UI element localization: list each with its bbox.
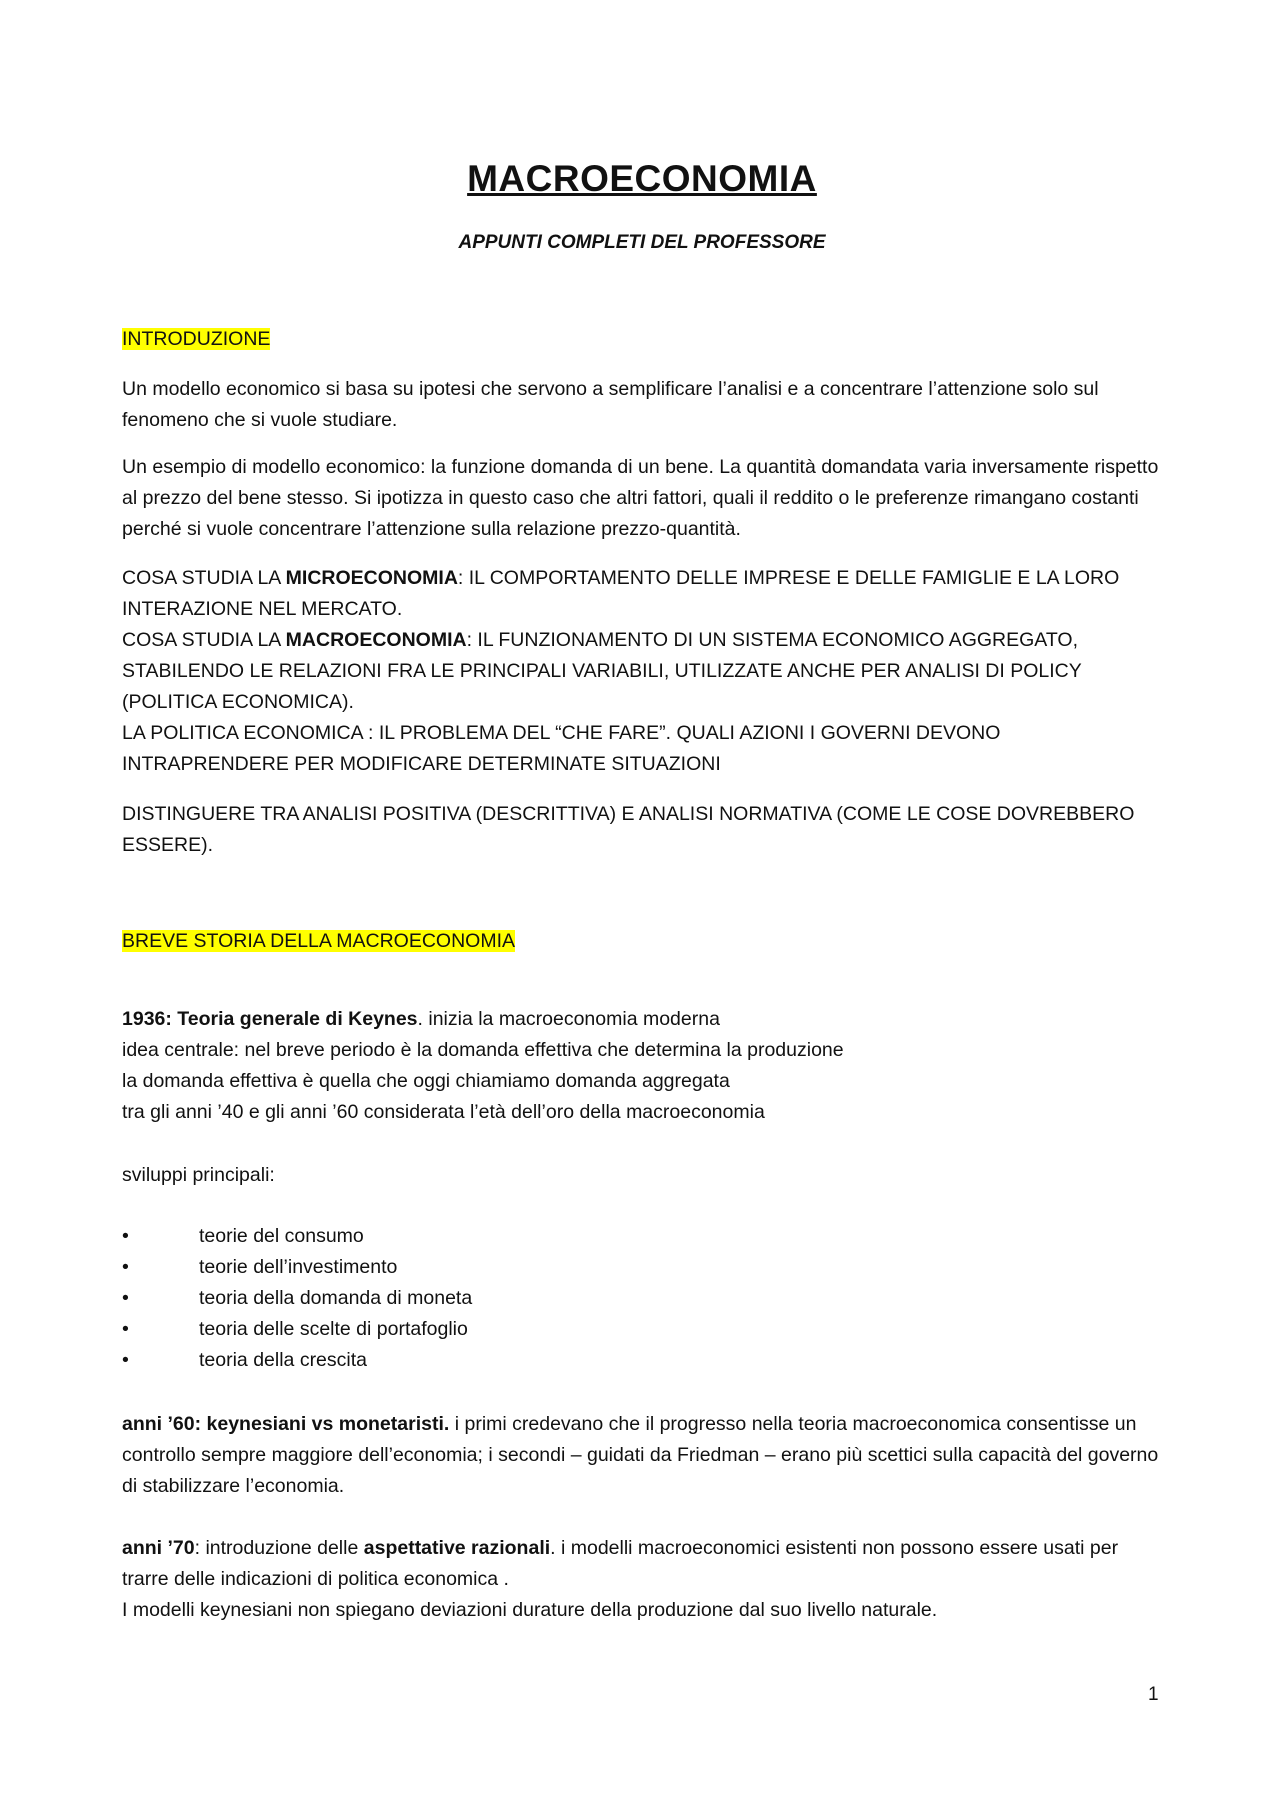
- seventies-term: aspettative razionali: [363, 1537, 551, 1559]
- bullet-icon: •: [122, 1225, 129, 1247]
- micro-prefix: COSA STUDIA LA: [122, 567, 286, 589]
- list-item: [122, 1283, 1162, 1314]
- list-item-text: teoria della crescita: [199, 1349, 367, 1371]
- list-item-text: teoria delle scelte di portafoglio: [199, 1318, 468, 1340]
- history-heading: [122, 927, 1162, 955]
- sixties-bold: anni ’60: keynesiani vs monetaristi.: [122, 1413, 450, 1435]
- list-item: [122, 1221, 1162, 1252]
- bullet-icon: •: [122, 1349, 129, 1371]
- list-item: [122, 1252, 1162, 1283]
- bullet-icon: •: [122, 1287, 129, 1309]
- list-item-text: teoria della domanda di moneta: [199, 1287, 473, 1309]
- list-item-text: teorie dell’investimento: [199, 1256, 398, 1278]
- microeconomics-definition: [122, 563, 1162, 625]
- micro-term: MICROECONOMIA: [285, 567, 458, 589]
- list-item: [122, 1345, 1162, 1376]
- seventies-line: [122, 1533, 1162, 1595]
- seventies-bold: anni ’70: [122, 1537, 195, 1559]
- intro-definitions: [122, 563, 1162, 780]
- document-title: MACROECONOMIA: [467, 158, 817, 199]
- intro-heading: [122, 325, 1162, 353]
- keynes-section: [122, 1004, 1162, 1128]
- bullet-icon: •: [122, 1318, 129, 1340]
- sixties-paragraph: [122, 1409, 1162, 1502]
- list-item: [122, 1314, 1162, 1345]
- intro-paragraph-2: Un esempio di modello economico: la funzione domanda di un bene. La quantità domandata varia inversamente rispetto al prezzo del bene stesso. Si ipotizza in questo caso che altri fattori, quali il reddito o le preferenze rimangano costanti perché si vuole concentrare l’attenzione sulla relazione prezzo-quantità.: [122, 456, 1159, 540]
- history-line-4: tra gli anni ’40 e gli anni ’60 considerata l’età dell’oro della macroeconomia: [122, 1101, 765, 1123]
- developments-list: [122, 1221, 1162, 1376]
- seventies-rest: . i modelli macroeconomici esistenti non possono essere usati per trarre delle indicazioni di politica economica .: [122, 1537, 1119, 1590]
- developments-list-wrap: [122, 1221, 1162, 1376]
- policy-definition: LA POLITICA ECONOMICA : IL PROBLEMA DEL “CHE FARE”. QUALI AZIONI I GOVERNI DEVONO INTRAPRENDERE PER MODIFICARE DETERMINATE SITUAZIONI: [122, 722, 1001, 775]
- macroeconomics-definition: [122, 625, 1162, 718]
- macro-rest: : IL FUNZIONAMENTO DI UN SISTEMA ECONOMICO AGGREGATO, STABILENDO LE RELAZIONI FRA LE PRINCIPALI VARIABILI, UTILIZZATE ANCHE PER ANALISI DI POLICY (POLITICA ECONOMICA).: [122, 629, 1082, 713]
- sixties-rest: i primi credevano che il progresso nella teoria macroeconomica consentisse un controllo sempre maggiore dell’economia; i secondi – guidati da Friedman – erano più scettici sulla capacità del governo di stabilizzare l’economia.: [122, 1413, 1159, 1497]
- macro-term: MACROECONOMIA: [285, 629, 467, 651]
- history-heading-text: BREVE STORIA DELLA MACROECONOMIA: [122, 930, 515, 952]
- bullet-icon: •: [122, 1256, 129, 1278]
- keynes-bold: 1936: Teoria generale di Keynes: [122, 1008, 418, 1030]
- history-line-2: idea centrale: nel breve periodo è la domanda effettiva che determina la produzione: [122, 1039, 844, 1061]
- seventies-paragraph: [122, 1533, 1162, 1626]
- keynesian-models-line: I modelli keynesiani non spiegano deviazioni durature della produzione dal suo livello naturale.: [122, 1599, 938, 1621]
- keynes-line: [122, 1004, 1162, 1035]
- history-line-3: la domanda effettiva è quella che oggi chiamiamo domanda aggregata: [122, 1070, 730, 1092]
- micro-rest: : IL COMPORTAMENTO DELLE IMPRESE E DELLE FAMIGLIE E LA LORO INTERAZIONE NEL MERCATO.: [122, 567, 1120, 620]
- developments-label: sviluppi principali:: [122, 1164, 275, 1186]
- keynes-rest: . inizia la macroeconomia moderna: [417, 1008, 720, 1030]
- intro-paragraph-1: Un modello economico si basa su ipotesi che servono a semplificare l’analisi e a concentrare l’attenzione solo sul fenomeno che si vuole studiare.: [122, 378, 1099, 431]
- intro-heading-text: INTRODUZIONE: [122, 328, 271, 350]
- list-item-text: teorie del consumo: [199, 1225, 364, 1247]
- document-subtitle: APPUNTI COMPLETI DEL PROFESSORE: [458, 232, 826, 253]
- macro-prefix: COSA STUDIA LA: [122, 629, 286, 651]
- seventies-mid: : introduzione delle: [194, 1537, 364, 1559]
- page-number: 1: [1148, 1684, 1159, 1705]
- intro-distinguish: DISTINGUERE TRA ANALISI POSITIVA (DESCRITTIVA) E ANALISI NORMATIVA (COME LE COSE DOVREBBERO ESSERE).: [122, 803, 1135, 856]
